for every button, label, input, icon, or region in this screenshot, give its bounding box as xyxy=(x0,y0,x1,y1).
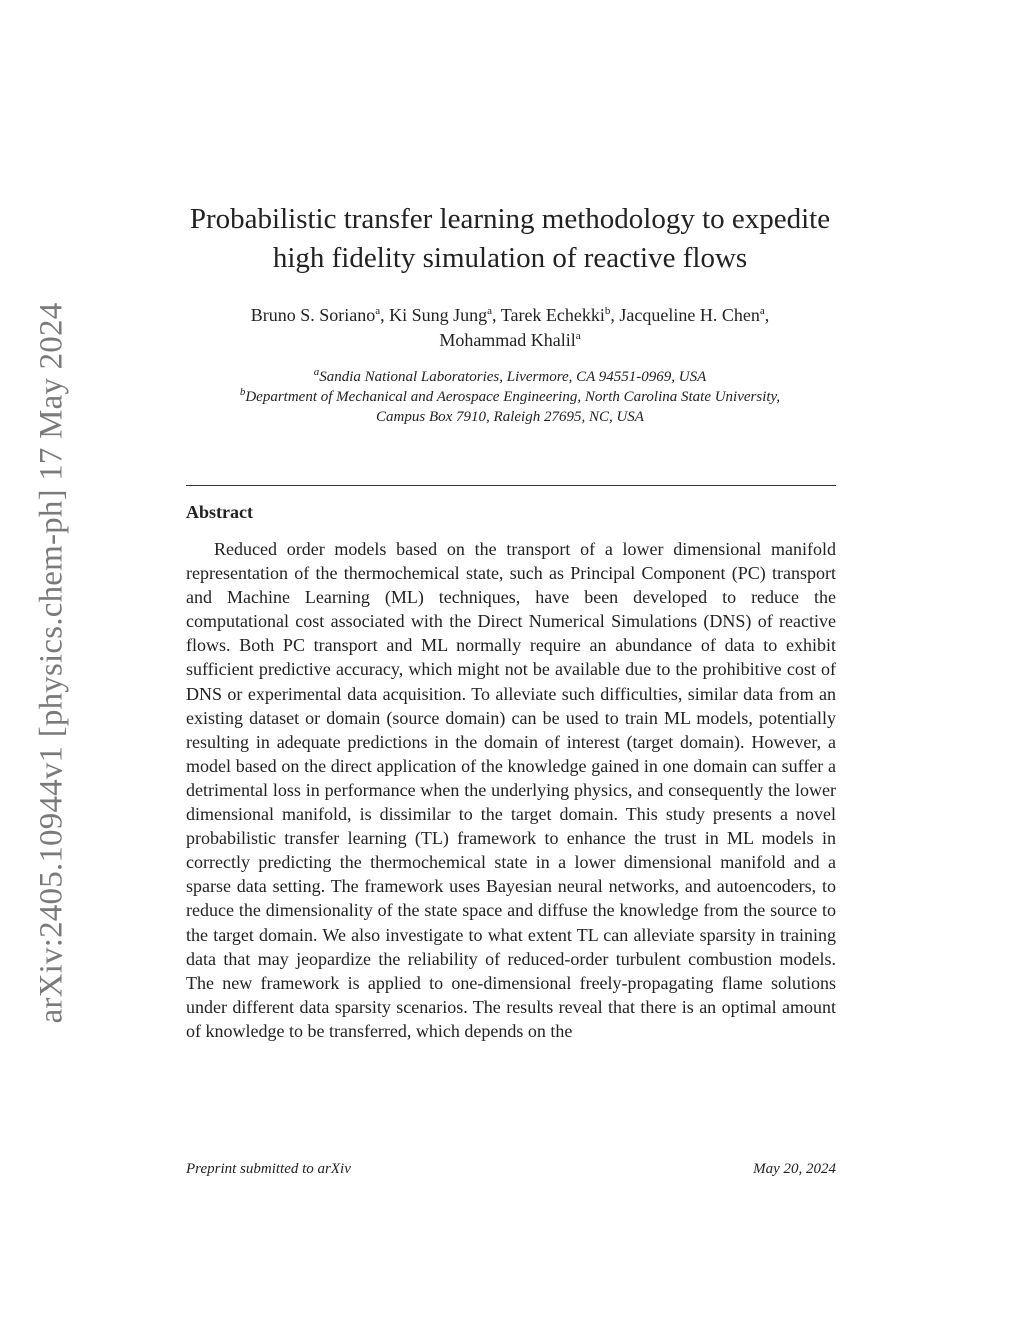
author-name: Bruno S. Soriano xyxy=(250,305,376,325)
author-affil-mark: a xyxy=(375,305,381,317)
affiliation-mark: b xyxy=(239,386,246,398)
affiliation-text: Sandia National Laboratories, Livermore, CA 94551-0969, USA xyxy=(319,369,707,385)
author-affil-mark: a xyxy=(575,330,581,342)
section-divider xyxy=(186,485,836,486)
affiliation-mark: a xyxy=(313,366,320,378)
affiliation-b-continued: Campus Box 7910, Raleigh 27695, NC, USA xyxy=(376,409,644,425)
author-name: Ki Sung Jung xyxy=(389,305,488,325)
author-line-1: Bruno S. Soriano$^a$, Ki Sung Jung$^a$, Tarek Echekki$^b$, Jacqueline H. Chen$^a$, xyxy=(250,305,770,325)
footer-date: May 20, 2024 xyxy=(753,1161,836,1177)
author-line-2 xyxy=(150,328,870,353)
affiliation-a xyxy=(150,367,870,387)
abstract-heading: Abstract xyxy=(186,502,253,522)
abstract-text: Reduced order models based on the transport of a lower dimensional manifold representation of the thermochemical state, such as Principal Component (PC) transport and Machine Learning (ML) techniques, have been developed to reduce the computational cost associated with the Direct Numerical Simulations (DNS) of reactive flows. Both PC transport and ML normally require an abundance of data to exhibit sufficient predictive accuracy, which might not be available due to the prohibitive cost of DNS or experimental data acquisition. To alleviate such difficulties, similar data from an existing dataset or domain (source domain) can be used to train ML models, potentially resulting in adequate predictions in the domain of interest (target domain). However, a model based on the direct application of the knowledge gained in one domain can suffer a detrimental loss in performance when the underlying physics, and consequently the lower dimensional manifold, is dissimilar to the target domain. This study presents a novel probabilistic transfer learning (TL) framework to enhance the trust in ML models in correctly predicting the thermochemical state in a lower dimensional manifold and a sparse data setting. The framework uses Bayesian neural networks, and autoencoders, to reduce the dimensionality of the state space and diffuse the knowledge from the source to the target domain. We also investigate to what extent TL can alleviate sparsity in training data that may jeopardize the reliability of reduced-order turbulent combustion models. The new framework is applied to one-dimensional freely-propagating flame solutions under different data sparsity scenarios. The results reveal that there is an optimal amount of knowledge to be transferred, which depends on the xyxy=(186,539,836,1041)
affiliations xyxy=(150,367,870,427)
author-name: Jacqueline H. Chen xyxy=(619,305,760,325)
arxiv-identifier-text: arXiv:2405.10944v1 [physics.chem-ph] 17 May 2024 xyxy=(33,302,70,1024)
affiliation-text: Department of Mechanical and Aerospace Engineering, North Carolina State University, xyxy=(245,389,781,405)
title-line-2: high fidelity simulation of reactive flows xyxy=(272,242,748,274)
paper-title xyxy=(150,200,870,278)
author-name: Tarek Echekki xyxy=(500,305,605,325)
author-list xyxy=(150,303,870,353)
author-affil-mark: a xyxy=(487,305,493,317)
footer-preprint-note: Preprint submitted to arXiv xyxy=(186,1161,351,1177)
affiliation-b xyxy=(150,387,870,407)
title-line-1: Probabilistic transfer learning methodology to expedite xyxy=(189,203,831,235)
author-name: Mohammad Khalil xyxy=(439,330,576,350)
author-affil-mark: a xyxy=(759,305,765,317)
author-affil-mark: b xyxy=(604,305,611,317)
